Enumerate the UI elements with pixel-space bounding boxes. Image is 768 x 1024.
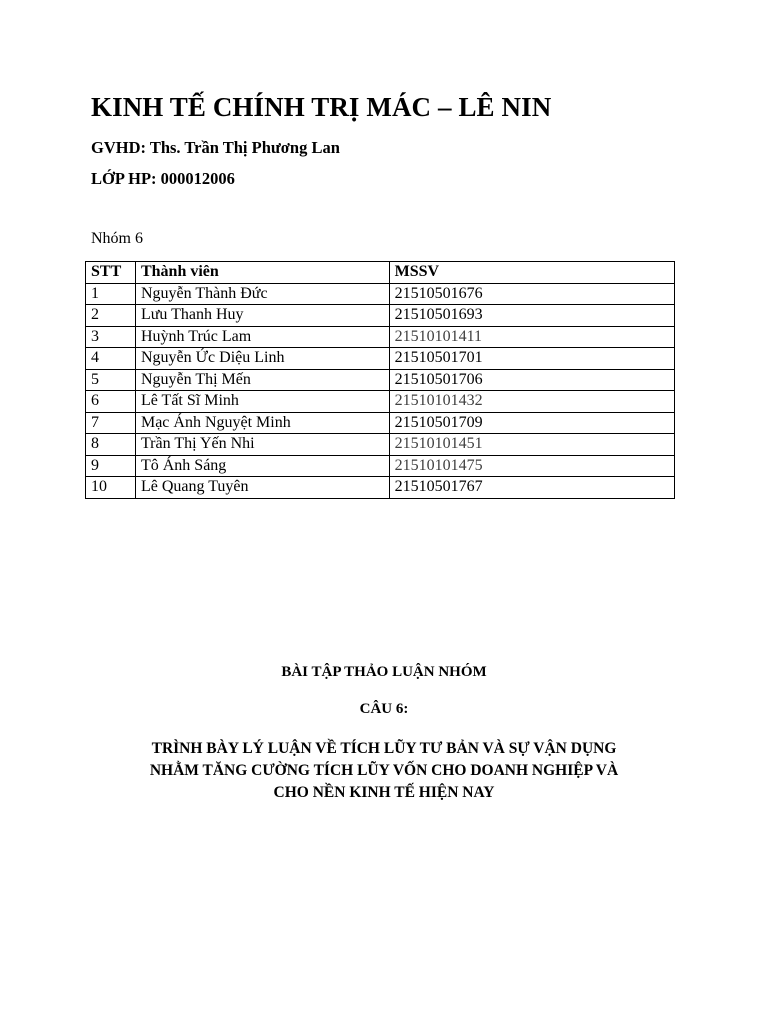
topic-title xyxy=(0,738,768,804)
row-student-id: 21510101432 xyxy=(389,391,674,413)
row-stt: 4 xyxy=(86,348,136,370)
row-stt: 7 xyxy=(86,412,136,434)
row-stt: 3 xyxy=(86,326,136,348)
row-student-id: 21510501676 xyxy=(389,283,674,305)
table-row xyxy=(86,391,675,413)
table-header-row xyxy=(86,262,675,284)
row-member-name: Nguyễn Thị Mến xyxy=(135,369,389,391)
row-member-name: Lưu Thanh Huy xyxy=(135,305,389,327)
row-student-id: 21510101475 xyxy=(389,455,674,477)
group-label: Nhóm 6 xyxy=(91,230,143,247)
row-student-id: 21510501693 xyxy=(389,305,674,327)
row-member-name: Huỳnh Trúc Lam xyxy=(135,326,389,348)
header-member: Thành viên xyxy=(135,262,389,284)
topic-line: CHO NỀN KINH TẾ HIỆN NAY xyxy=(273,784,495,801)
members-table xyxy=(85,261,675,499)
row-member-name: Mạc Ánh Nguyệt Minh xyxy=(135,412,389,434)
table-row xyxy=(86,434,675,456)
row-student-id: 21510101411 xyxy=(389,326,674,348)
row-member-name: Lê Quang Tuyên xyxy=(135,477,389,499)
row-member-name: Trần Thị Yến Nhi xyxy=(135,434,389,456)
table-row xyxy=(86,477,675,499)
class-code-line: LỚP HP: 000012006 xyxy=(91,169,235,188)
question-number: CÂU 6: xyxy=(359,701,409,717)
row-student-id: 21510501706 xyxy=(389,369,674,391)
instructor-line: GVHD: Ths. Trần Thị Phương Lan xyxy=(91,138,340,157)
header-stt: STT xyxy=(86,262,136,284)
document-title: KINH TẾ CHÍNH TRỊ MÁC – LÊ NIN xyxy=(91,92,552,122)
assignment-heading: BÀI TẬP THẢO LUẬN NHÓM xyxy=(281,664,487,680)
table-row xyxy=(86,326,675,348)
table-row xyxy=(86,369,675,391)
row-stt: 5 xyxy=(86,369,136,391)
table-row xyxy=(86,348,675,370)
table-row xyxy=(86,283,675,305)
row-stt: 6 xyxy=(86,391,136,413)
row-student-id: 21510101451 xyxy=(389,434,674,456)
row-member-name: Nguyễn Thành Đức xyxy=(135,283,389,305)
row-member-name: Tô Ánh Sáng xyxy=(135,455,389,477)
row-stt: 9 xyxy=(86,455,136,477)
row-member-name: Nguyễn Ức Diệu Linh xyxy=(135,348,389,370)
topic-line: TRÌNH BÀY LÝ LUẬN VỀ TÍCH LŨY TƯ BẢN VÀ SỰ VẬN DỤNG xyxy=(151,740,617,757)
row-member-name: Lê Tất Sĩ Minh xyxy=(135,391,389,413)
row-stt: 10 xyxy=(86,477,136,499)
row-student-id: 21510501701 xyxy=(389,348,674,370)
row-stt: 2 xyxy=(86,305,136,327)
row-student-id: 21510501709 xyxy=(389,412,674,434)
row-stt: 8 xyxy=(86,434,136,456)
table-row xyxy=(86,412,675,434)
table-row xyxy=(86,455,675,477)
row-student-id: 21510501767 xyxy=(389,477,674,499)
row-stt: 1 xyxy=(86,283,136,305)
table-row xyxy=(86,305,675,327)
header-student-id: MSSV xyxy=(389,262,674,284)
topic-line: NHẰM TĂNG CƯỜNG TÍCH LŨY VỐN CHO DOANH NGHIỆP VÀ xyxy=(149,762,619,779)
